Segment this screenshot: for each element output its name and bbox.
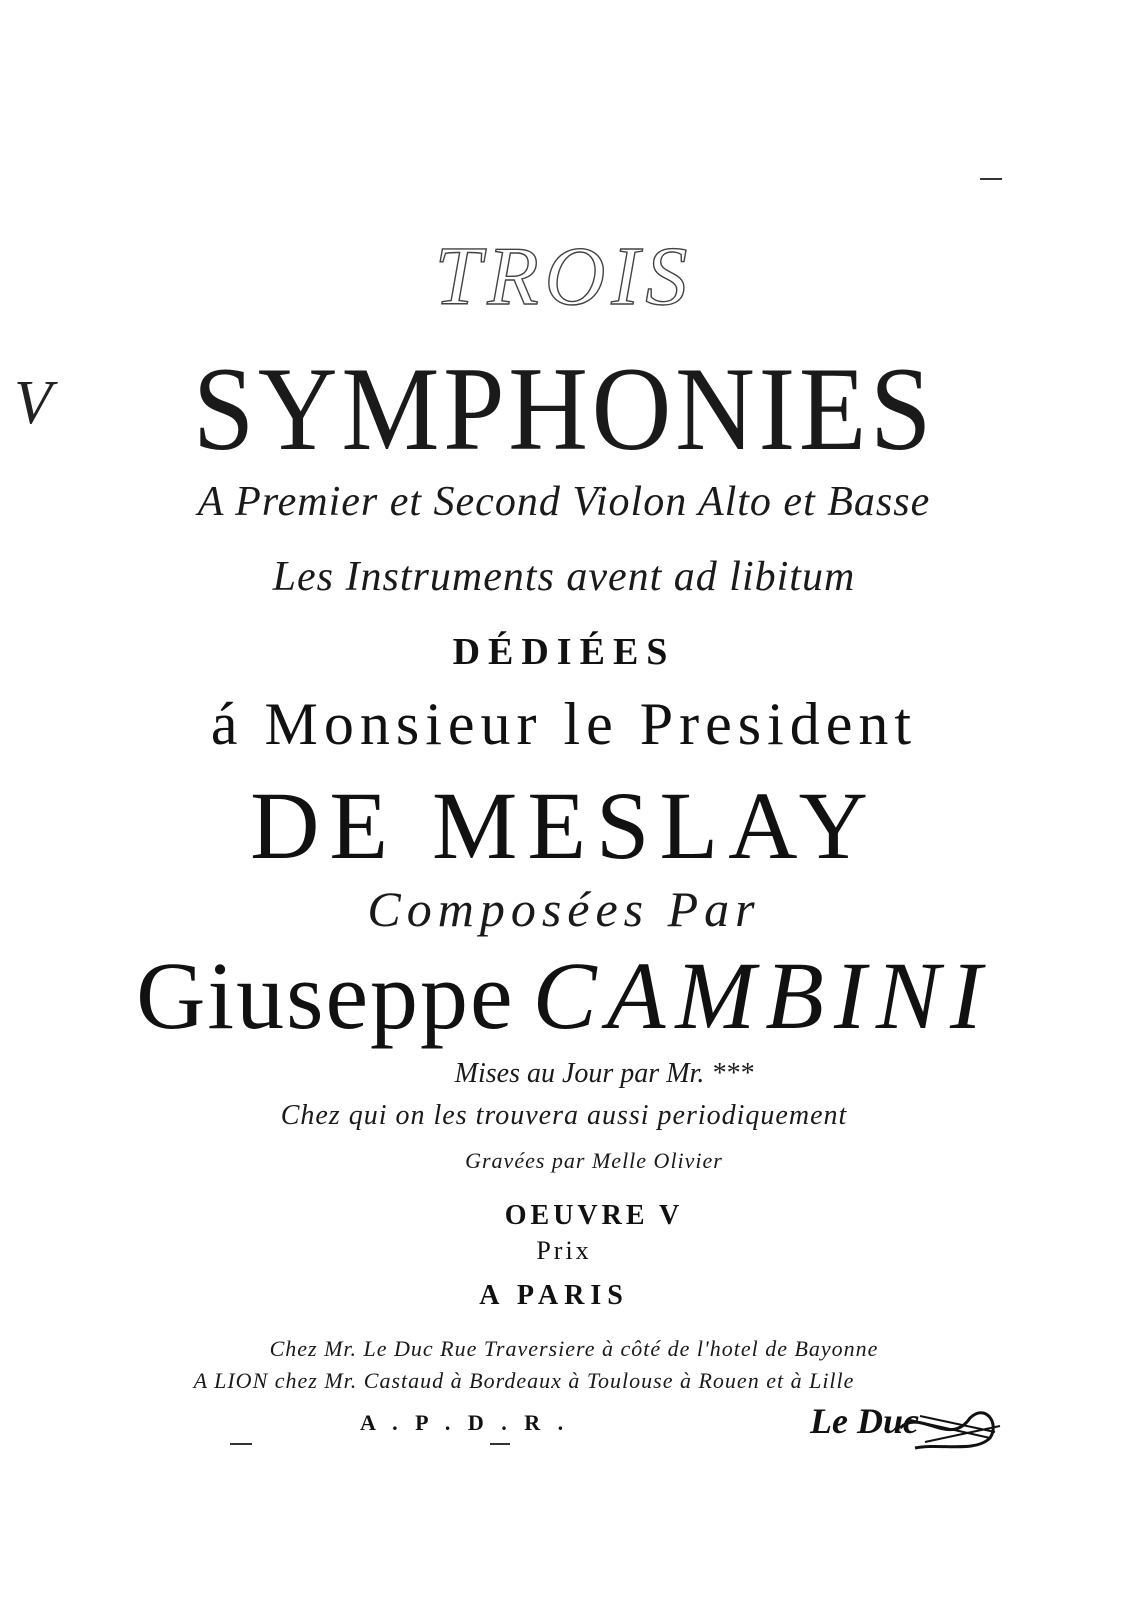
publisher-note: Mises au Jour par Mr. *** (454, 1058, 754, 1089)
address-other-cities: A LION chez Mr. Castaud à Bordeaux à Toulouse à Rouen et à Lille (193, 1368, 855, 1393)
instrumentation-line: A Premier et Second Violon Alto et Basse (197, 479, 931, 525)
royal-privilege: A . P . D . R . (360, 1410, 570, 1435)
corner-mark (980, 178, 1002, 180)
composer-last-name: CAMBINI (532, 942, 992, 1049)
heading-symphonies: SYMPHONIES (192, 342, 936, 475)
composer-first-name: Giuseppe (136, 942, 515, 1049)
margin-volume-mark: V (14, 369, 52, 437)
engraver-note: Gravées par Melle Olivier (465, 1148, 723, 1173)
price-line: Prix (536, 1236, 592, 1265)
rule-mark (230, 1443, 252, 1445)
heading-trois: TROIS (434, 230, 694, 323)
address-paris: Chez Mr. Le Duc Rue Traversiere à côté de l'hotel de Bayonne (269, 1336, 879, 1361)
place-of-publication: A PARIS (479, 1280, 629, 1311)
dedication-heading: DÉDIÉES (452, 631, 676, 673)
opus-number: OEUVRE V (504, 1200, 684, 1231)
availability-note: Chez qui on les trouvera aussi periodiquement (280, 1100, 848, 1131)
dedication-line: á Monsieur le President (210, 691, 918, 757)
rule-mark (490, 1443, 510, 1445)
dedicatee-name: DE MESLAY (250, 772, 878, 879)
composer-name (0, 940, 1128, 1051)
signature-le-duc: Le Duc (810, 1401, 919, 1441)
instrumentation-ad-libitum: Les Instruments avent ad libitum (272, 554, 856, 600)
composed-by-line: Composées Par (367, 881, 761, 937)
